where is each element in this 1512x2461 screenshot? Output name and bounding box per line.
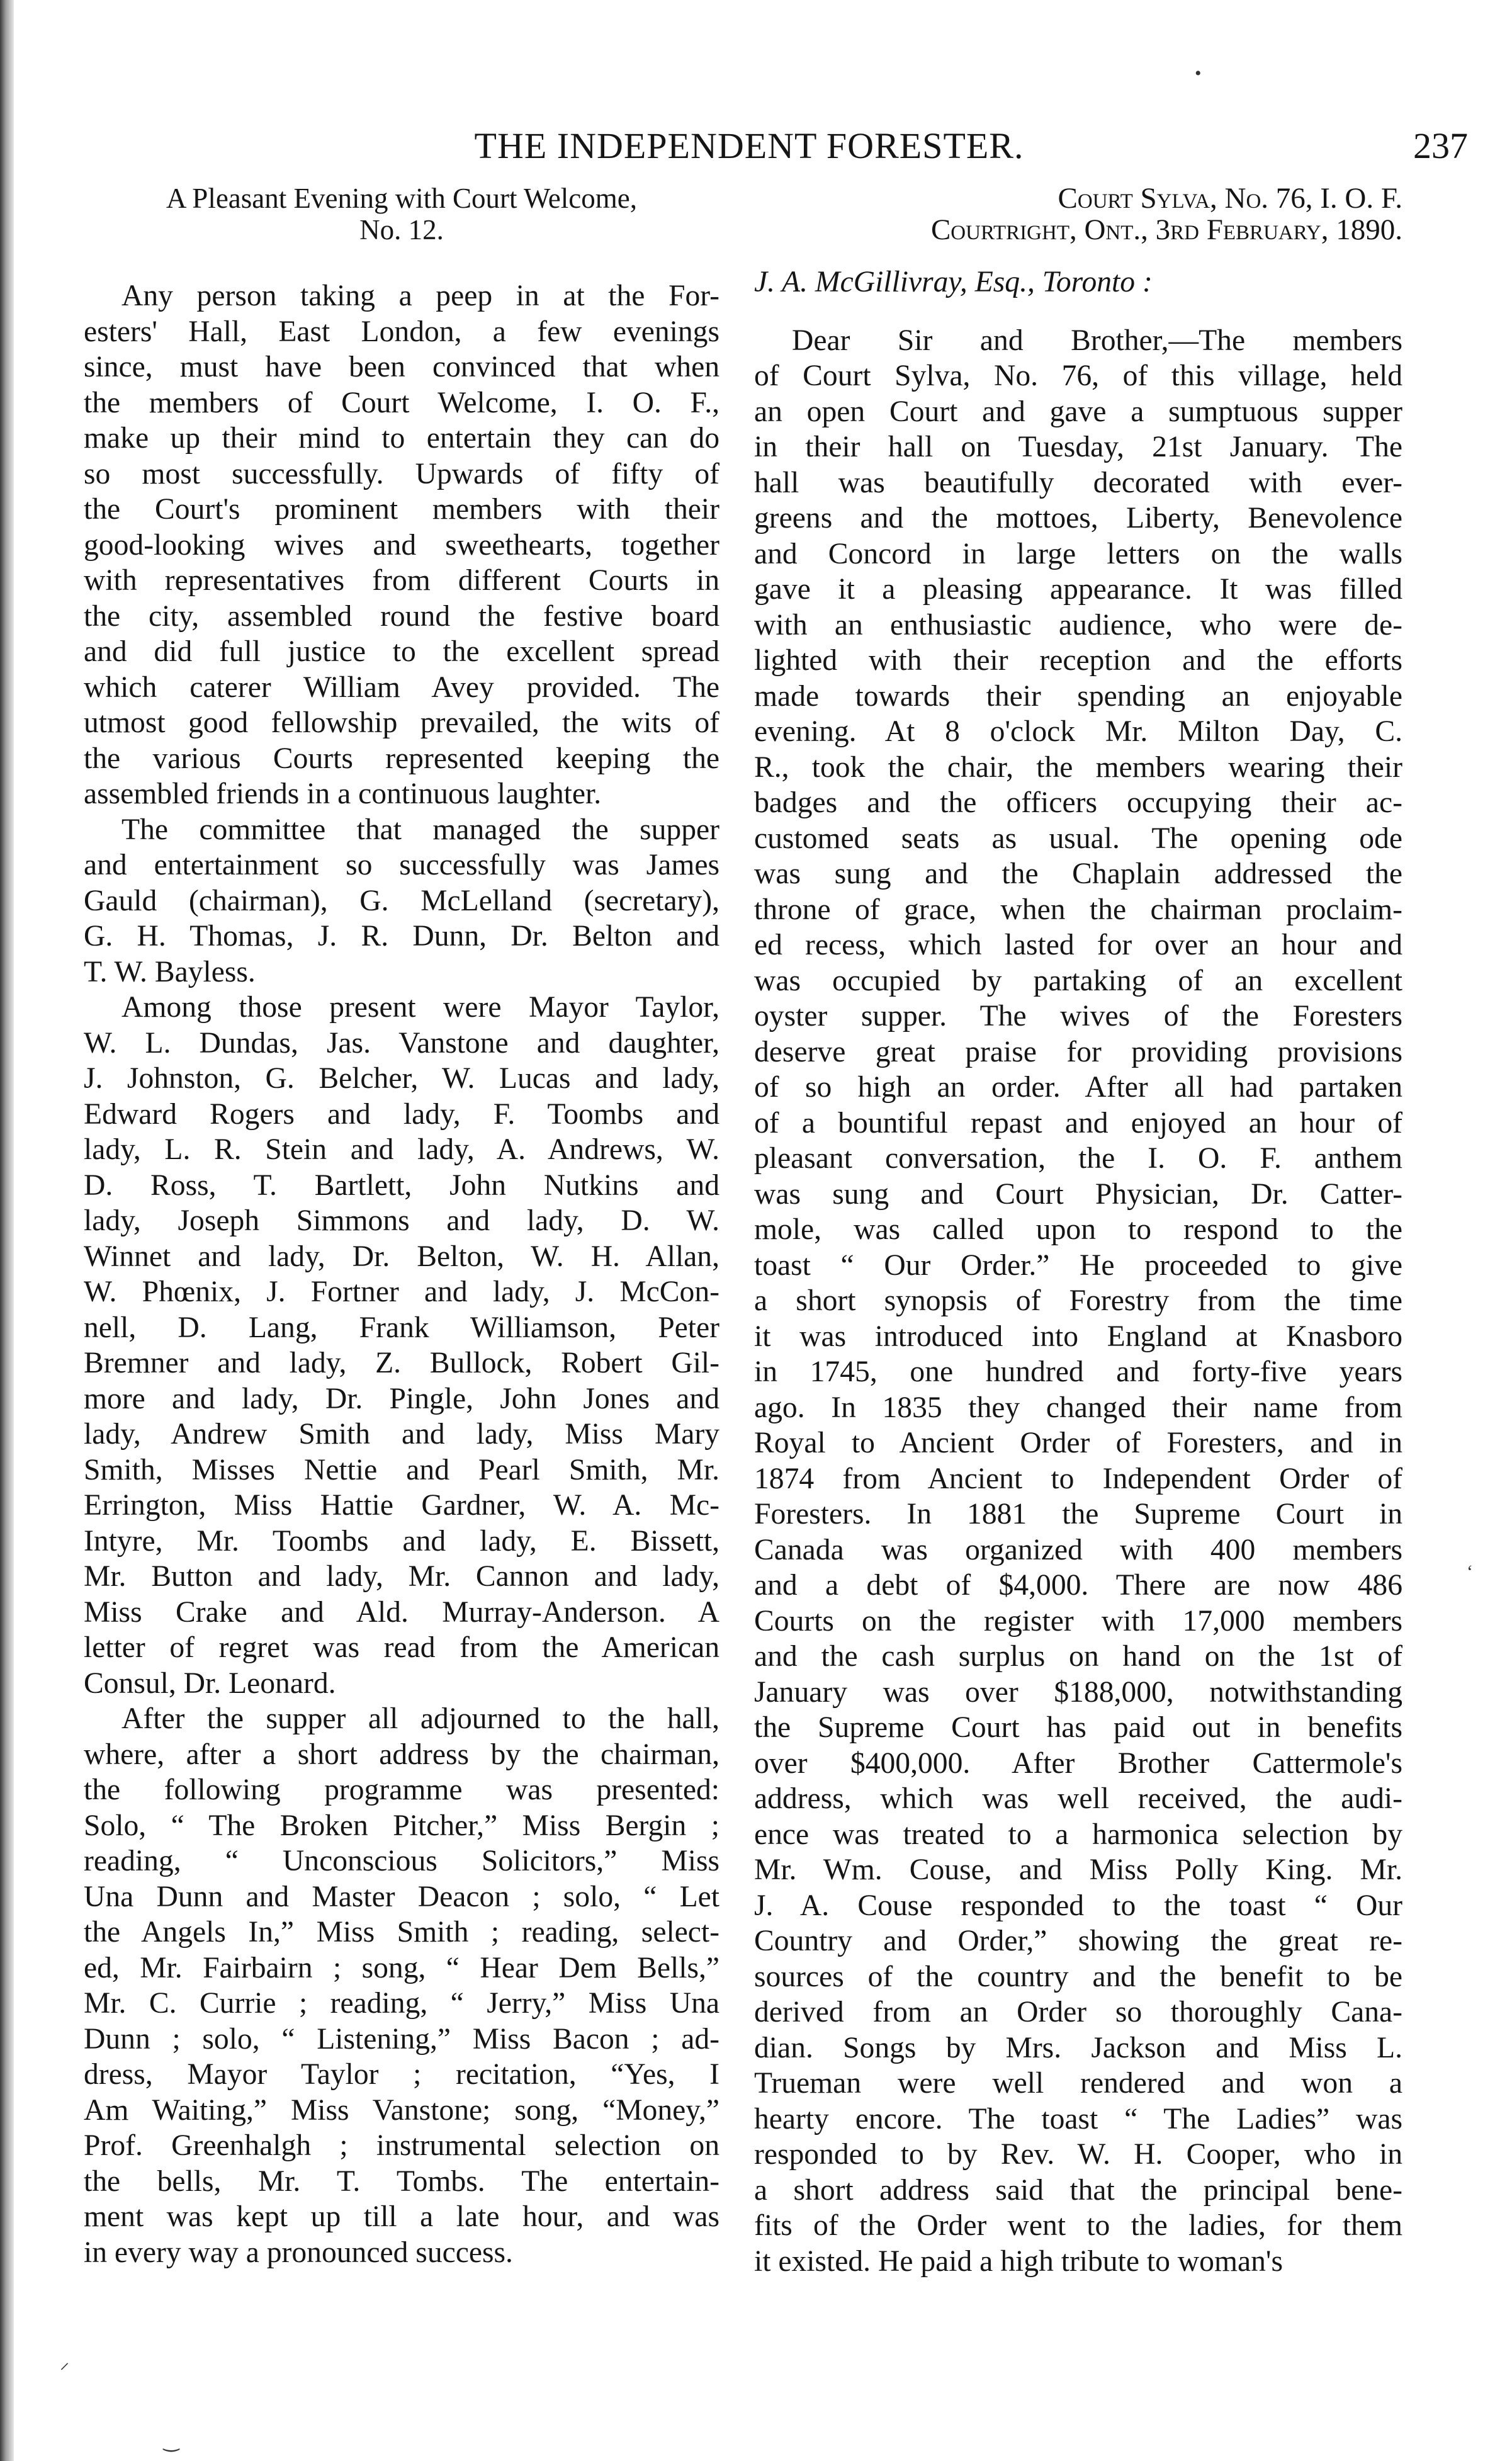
ink-dot: • (1195, 63, 1202, 84)
right-column (754, 183, 1402, 2279)
text-line: Canada was organized with 400 members (754, 1533, 1402, 1566)
text-line: was sung and the Chaplain addressed the (754, 857, 1402, 890)
text-line: Solo, “ The Broken Pitcher,” Miss Bergin ; (84, 1809, 719, 1842)
text-line: derived from an Order so thoroughly Cana- (754, 1996, 1402, 2028)
text-line: After the supper all adjourned to the hall, (121, 1702, 719, 1735)
text-line: hall was beautifully decorated with ever- (754, 466, 1402, 499)
text-line: hearty encore. The toast “ The Ladies” was (754, 2102, 1402, 2136)
text-line: ago. In 1835 they changed their name from (754, 1391, 1402, 1424)
text-line: over $400,000. After Brother Cattermole's (754, 1746, 1402, 1780)
text-line: Am Waiting,” Miss Vanstone; song, “Money,” (84, 2093, 719, 2127)
text-line: where, after a short address by the chairman, (84, 1738, 719, 1771)
text-line: W. L. Dundas, Jas. Vanstone and daughter, (84, 1026, 719, 1060)
text-line: the members of Court Welcome, I. O. F., (84, 386, 719, 419)
text-line: the following programme was presented: (84, 1774, 719, 1806)
text-line: Dunn ; solo, “ Listening,” Miss Bacon ; ad- (84, 2022, 719, 2056)
text-line: nell, D. Lang, Frank Williamson, Peter (84, 1311, 719, 1344)
text-line: Smith, Misses Nettie and Pearl Smith, Mr. (84, 1453, 719, 1486)
text-line: was sung and Court Physician, Dr. Catter- (754, 1177, 1402, 1211)
letter-dateline (754, 183, 1402, 246)
text-line: the various Courts represented keeping the (84, 742, 719, 775)
text-line: the bells, Mr. T. Tombs. The entertain- (84, 2164, 719, 2198)
text-line: assembled friends in a continuous laughter. (84, 778, 602, 810)
text-line: lady, Joseph Simmons and lady, D. W. (84, 1204, 719, 1237)
text-line: greens and the mottoes, Liberty, Benevolence (754, 502, 1402, 535)
dateline-court: Court Sylva, No. 76, I. O. F. (1058, 182, 1402, 215)
text-line: evening. At 8 o'clock Mr. Milton Day, C. (754, 715, 1402, 748)
text-line: in their hall on Tuesday, 21st January. The (754, 431, 1402, 463)
text-line: Mr. Wm. Couse, and Miss Polly King. Mr. (754, 1853, 1402, 1886)
text-line: Consul, Dr. Leonard. (84, 1666, 336, 1700)
text-line: Mr. C. Currie ; reading, “ Jerry,” Miss Una (84, 1987, 719, 2020)
text-line: Miss Crake and Ald. Murray-Anderson. A (84, 1595, 719, 1629)
text-line: and did full justice to the excellent spread (84, 635, 719, 668)
text-line: Edward Rogers and lady, F. Toombs and (84, 1097, 719, 1131)
text-line: it was introduced into England at Knasboro (754, 1320, 1402, 1353)
page-binding-edge (0, 0, 14, 2461)
text-line: utmost good fellowship prevailed, the wits of (84, 706, 719, 739)
article-title (84, 183, 719, 246)
text-line: dian. Songs by Mrs. Jackson and Miss L. (754, 2031, 1402, 2064)
text-line: Gauld (chairman), G. McLelland (secretary), (84, 884, 719, 917)
text-line: fits of the Order went to the ladies, for them (754, 2209, 1402, 2242)
text-line: Among those present were Mayor Taylor, (121, 991, 719, 1024)
text-line: Any person taking a peep in at the For- (121, 280, 719, 312)
text-line: of Court Sylva, No. 76, of this village, held (754, 359, 1402, 392)
text-line: R., took the chair, the members wearing their (754, 750, 1402, 784)
text-line: and the cash surplus on hand on the 1st of (754, 1640, 1402, 1673)
text-line: toast “ Our Order.” He proceeded to give (754, 1248, 1402, 1282)
text-line: the city, assembled round the festive board (84, 599, 719, 633)
text-line: a short address said that the principal bene- (754, 2173, 1402, 2207)
text-line: letter of regret was read from the American (84, 1631, 719, 1664)
ink-mark: ʻ (1467, 1561, 1473, 1582)
text-line: a short synopsis of Forestry from the time (754, 1284, 1402, 1317)
text-line: T. W. Bayless. (84, 955, 256, 988)
text-line: deserve great praise for providing provisions (754, 1035, 1402, 1068)
text-line: Winnet and lady, Dr. Belton, W. H. Allan, (84, 1240, 719, 1273)
page-number: 237 (1413, 125, 1468, 166)
text-line: and Concord in large letters on the walls (754, 537, 1402, 570)
text-line: Una Dunn and Master Deacon ; solo, “ Let (84, 1880, 719, 1913)
dateline-place-date: Courtright, Ont., 3rd February, 1890. (930, 213, 1402, 246)
text-line: made towards their spending an enjoyable (754, 679, 1402, 713)
text-line: Bremner and lady, Z. Bullock, Robert Gil- (84, 1347, 719, 1379)
text-line: sources of the country and the benefit to be (754, 1960, 1402, 1993)
text-line: dress, Mayor Taylor ; recitation, “Yes, I (84, 2058, 719, 2091)
text-line: it existed. He paid a high tribute to woman's (754, 2244, 1283, 2278)
text-line: January was over $188,000, notwithstanding (754, 1675, 1402, 1709)
text-line: Prof. Greenhalgh ; instrumental selection on (84, 2129, 719, 2162)
text-line: ed, Mr. Fairbairn ; song, “ Hear Dem Bells,” (84, 1951, 719, 1984)
text-line: since, must have been convinced that when (84, 351, 719, 383)
text-line: ment was kept up till a late hour, and was (84, 2200, 719, 2233)
running-title: THE INDEPENDENT FORESTER. (474, 125, 1024, 166)
text-line: D. Ross, T. Bartlett, John Nutkins and (84, 1168, 719, 1202)
text-line: The committee that managed the supper (121, 813, 719, 846)
text-line: J. Johnston, G. Belcher, W. Lucas and lady, (84, 1062, 719, 1095)
text-line: so most successfully. Upwards of fifty of (84, 457, 719, 490)
text-line: more and lady, Dr. Pingle, John Jones and (84, 1382, 719, 1415)
article-body (84, 278, 719, 2270)
text-line: in 1745, one hundred and forty-five years (754, 1355, 1402, 1388)
text-line: reading, “ Unconscious Solicitors,” Miss (84, 1845, 719, 1877)
text-line: ence was treated to a harmonica selection by (754, 1818, 1402, 1851)
text-line: customed seats as usual. The opening ode (754, 822, 1402, 855)
text-line: oyster supper. The wives of the Foresters (754, 1000, 1402, 1032)
text-line: Intyre, Mr. Toombs and lady, E. Bissett, (84, 1524, 719, 1558)
text-line: was occupied by partaking of an excellent (754, 964, 1402, 997)
text-line: Foresters. In 1881 the Supreme Court in (754, 1498, 1402, 1530)
margin-scribble: ⸝ (60, 2352, 69, 2373)
text-line: an open Court and gave a sumptuous supper (754, 395, 1402, 428)
text-line: pleasant conversation, the I. O. F. anthem (754, 1142, 1402, 1175)
page-header (0, 121, 1512, 171)
text-line: esters' Hall, East London, a few evenings (84, 315, 719, 348)
text-line: with an enthusiastic audience, who were de- (754, 608, 1402, 642)
text-line: of so high an order. After all had partaken (754, 1071, 1402, 1104)
text-line: lady, L. R. Stein and lady, A. Andrews, W. (84, 1133, 719, 1166)
text-line: address, which was well received, the audi- (754, 1782, 1402, 1815)
article-title-line: No. 12. (359, 214, 444, 246)
text-line: 1874 from Ancient to Independent Order of (754, 1462, 1402, 1495)
article-title-line: A Pleasant Evening with Court Welcome, (166, 183, 637, 214)
text-line: Mr. Button and lady, Mr. Cannon and lady, (84, 1560, 719, 1593)
text-line: of a bountiful repast and enjoyed an hour of (754, 1106, 1402, 1140)
text-line: Errington, Miss Hattie Gardner, W. A. Mc- (84, 1489, 719, 1522)
text-line: Courts on the register with 17,000 members (754, 1604, 1402, 1638)
text-line: Country and Order,” showing the great re- (754, 1925, 1402, 1957)
text-line: lady, Andrew Smith and lady, Miss Mary (84, 1418, 719, 1451)
text-line: the Supreme Court has paid out in benefits (754, 1711, 1402, 1744)
text-line: throne of grace, when the chairman proclaim- (754, 893, 1402, 926)
text-line: good-looking wives and sweethearts, together (84, 528, 719, 562)
text-line: Trueman were well rendered and won a (754, 2067, 1402, 2100)
text-line: Dear Sir and Brother,—The members (792, 324, 1402, 357)
text-line: and entertainment so successfully was James (84, 849, 719, 881)
text-line: gave it a pleasing appearance. It was filled (754, 573, 1402, 606)
text-line: lighted with their reception and the efforts (754, 644, 1402, 677)
text-line: and a debt of $4,000. There are now 486 (754, 1569, 1402, 1602)
text-line: the Angels In,” Miss Smith ; reading, select- (84, 1916, 719, 1949)
text-line: W. Phœnix, J. Fortner and lady, J. McCon- (84, 1276, 719, 1308)
text-line: with representatives from different Courts in (84, 564, 719, 597)
left-column (84, 183, 719, 2270)
text-line: which caterer William Avey provided. The (84, 670, 719, 704)
text-line: mole, was called upon to respond to the (754, 1213, 1402, 1246)
text-line: J. A. Couse responded to the toast “ Our (754, 1889, 1402, 1922)
text-line: G. H. Thomas, J. R. Dunn, Dr. Belton and (84, 920, 719, 953)
text-line: in every way a pronounced success. (84, 2236, 513, 2269)
text-line: badges and the officers occupying their ac- (754, 786, 1402, 819)
text-line: Royal to Ancient Order of Foresters, and in (754, 1427, 1402, 1459)
margin-scribble: ‿ (164, 2431, 179, 2452)
text-line: make up their mind to entertain they can do (84, 422, 719, 455)
text-line: the Court's prominent members with their (84, 493, 719, 526)
text-line: responded to by Rev. W. H. Cooper, who in (754, 2138, 1402, 2171)
letter-body (754, 323, 1402, 2280)
text-line: ed recess, which lasted for over an hour and (754, 929, 1402, 961)
letter-addressee: J. A. McGillivray, Esq., Toronto : (754, 266, 1153, 298)
